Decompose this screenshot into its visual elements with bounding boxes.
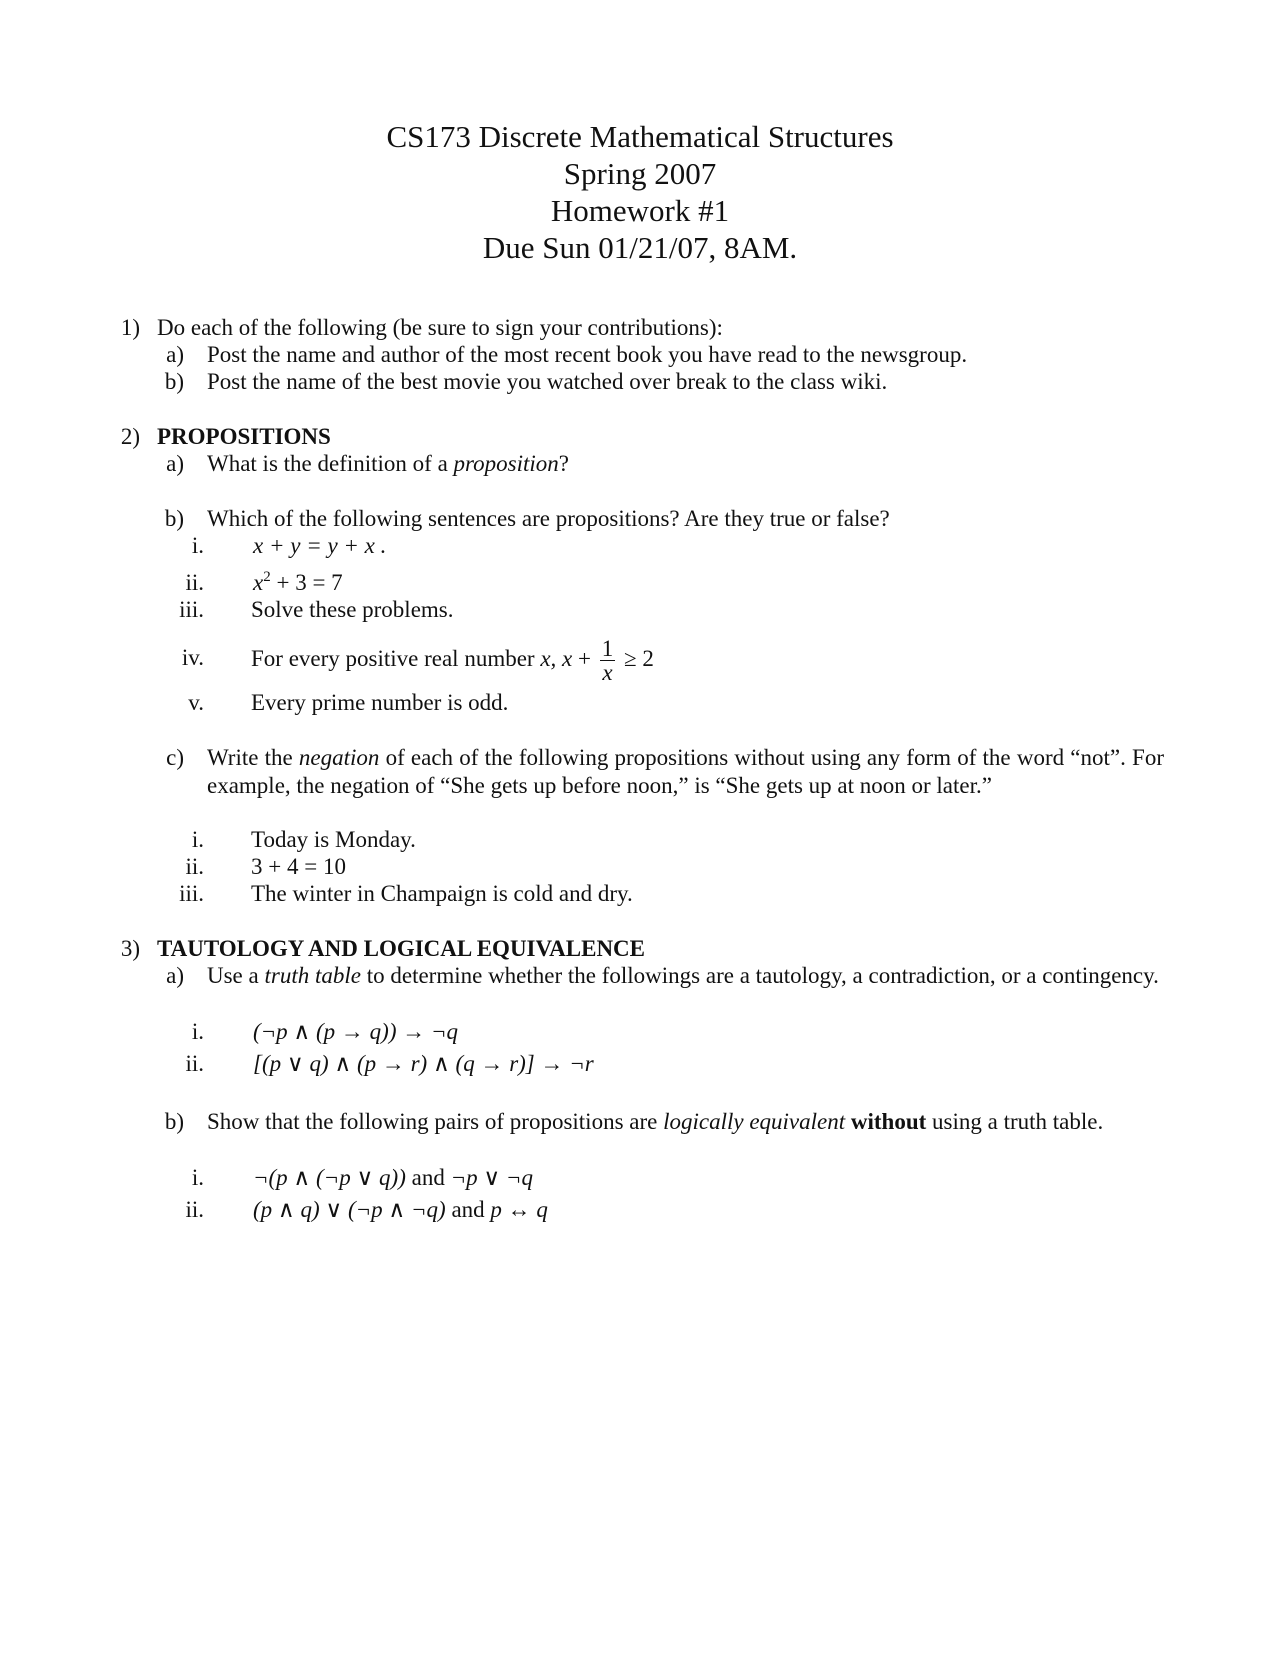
q2b-item-2-exp: 2 [263,569,271,585]
q2a-pre: What is the definition of a [207,451,454,476]
q2b-item-3-text: Solve these problems. [251,597,454,622]
q3b-item-2-math [253,1196,548,1224]
q2c-item-3-num: iii. [179,881,204,906]
q3b-item-2-num: ii. [185,1197,204,1222]
q2b-item-5-num: v. [188,690,204,715]
q1b-text: Post the name of the best movie you watched over break to the class wiki. [207,369,888,394]
q2b-item-4-fraction [600,637,616,684]
q2b-item-2-math [253,569,343,597]
q2b-item-4-frac-den: x [602,660,613,686]
q1-text: Do each of the following (be sure to sign your contributions): [157,315,723,340]
q2b-item-4-frac-num: 1 [601,636,614,662]
q3b-item-1-left: ¬(p ∧ (¬p ∨ q)) [253,1165,406,1190]
q2a-term: proposition [453,451,559,476]
q2c-item-1-text: Today is Monday. [251,827,416,852]
q2c-item-3-text: The winter in Champaign is cold and dry. [251,881,633,906]
due-date: Due Sun 01/21/07, 8AM. [482,230,798,265]
q2b-text: Which of the following sentences are propositions? Are they true or false? [207,506,890,531]
term: Spring 2007 [563,156,717,191]
q3b-item-1-and: and [405,1165,451,1190]
q2c-post: of each of the following propositions without using any form of the word “not”. For example, the negation of “She gets up before noon,” is “She gets up at noon or later.” [207,745,1164,798]
q3a-item-1-num: i. [191,1019,204,1044]
q3-number: 3) [120,936,140,961]
q2b-item-4-plus: + [572,646,597,671]
q3b-item-2-left: (p ∧ q) ∨ (¬p ∧ ¬q) [253,1197,446,1222]
assignment-title: Homework #1 [550,193,730,228]
q3b-term: logically equivalent [663,1109,846,1134]
q1a-label: a) [166,342,184,367]
q2b-item-2-num: ii. [185,570,204,595]
q1b-label: b) [164,369,184,394]
q3b-item-2-and: and [445,1197,491,1222]
q1-number: 1) [120,315,140,340]
q2c-item-2-text: 3 + 4 = 10 [251,854,346,879]
q2b-label: b) [164,506,184,531]
q3b-item-2-right: p ↔ q [490,1197,548,1222]
q3a-text [207,962,1164,990]
q2c-label: c) [166,745,184,770]
q2c-pre: Write the [207,745,299,770]
course-title: CS173 Discrete Mathematical Structures [386,119,894,154]
q2a-post: ? [558,451,569,476]
q2b-item-2-rest: + 3 = 7 [270,570,343,595]
q3a-post: to determine whether the followings are a tautology, a contradiction, or a contingency. [360,963,1159,988]
q3b-bold: without [850,1109,927,1134]
q3a-term: truth table [264,963,361,988]
q3b-label: b) [164,1109,184,1134]
q2a-label: a) [166,451,184,476]
q2b-item-4-var: x, x [540,646,573,671]
q2b-item-3-num: iii. [179,597,204,622]
q3b-item-1-num: i. [191,1165,204,1190]
q3a-label: a) [166,963,184,988]
q2a-text [207,450,569,478]
q2b-item-5-text: Every prime number is odd. [251,690,509,715]
q2c-item-2-num: ii. [185,854,204,879]
q2c-text [207,744,1164,800]
q2b-item-1-num: i. [191,533,204,558]
q3b-item-1-math [253,1164,533,1192]
q2-heading: PROPOSITIONS [157,424,331,449]
q3a-item-2-num: ii. [185,1051,204,1076]
q3b-text [207,1108,1164,1136]
q2c-item-1-num: i. [191,827,204,852]
q2b-item-1-math: x + y = y + x . [253,533,387,558]
q2b-item-4-num: iv. [181,645,204,670]
q3b-pre: Show that the following pairs of propositions are [207,1109,664,1134]
q2b-item-4-text [251,624,654,694]
q3b-post: using a truth table. [926,1109,1104,1134]
q3a-item-1-math: (¬p ∧ (p → q)) → ¬q [253,1019,459,1044]
q2b-item-4-post: ≥ 2 [618,646,654,671]
q3a-pre: Use a [207,963,265,988]
q2c-term: negation [298,745,380,770]
q2b-item-2-base: x [253,570,264,595]
q2-number: 2) [120,424,140,449]
q1a-text: Post the name and author of the most recent book you have read to the newsgroup. [207,342,968,367]
q3a-item-2-math: [(p ∨ q) ∧ (p → r) ∧ (q → r)] → ¬r [253,1051,594,1076]
q3-heading: TAUTOLOGY AND LOGICAL EQUIVALENCE [157,936,646,961]
q3b-item-1-right: ¬p ∨ ¬q [450,1165,533,1190]
q2b-item-4-pre: For every positive real number [251,646,541,671]
